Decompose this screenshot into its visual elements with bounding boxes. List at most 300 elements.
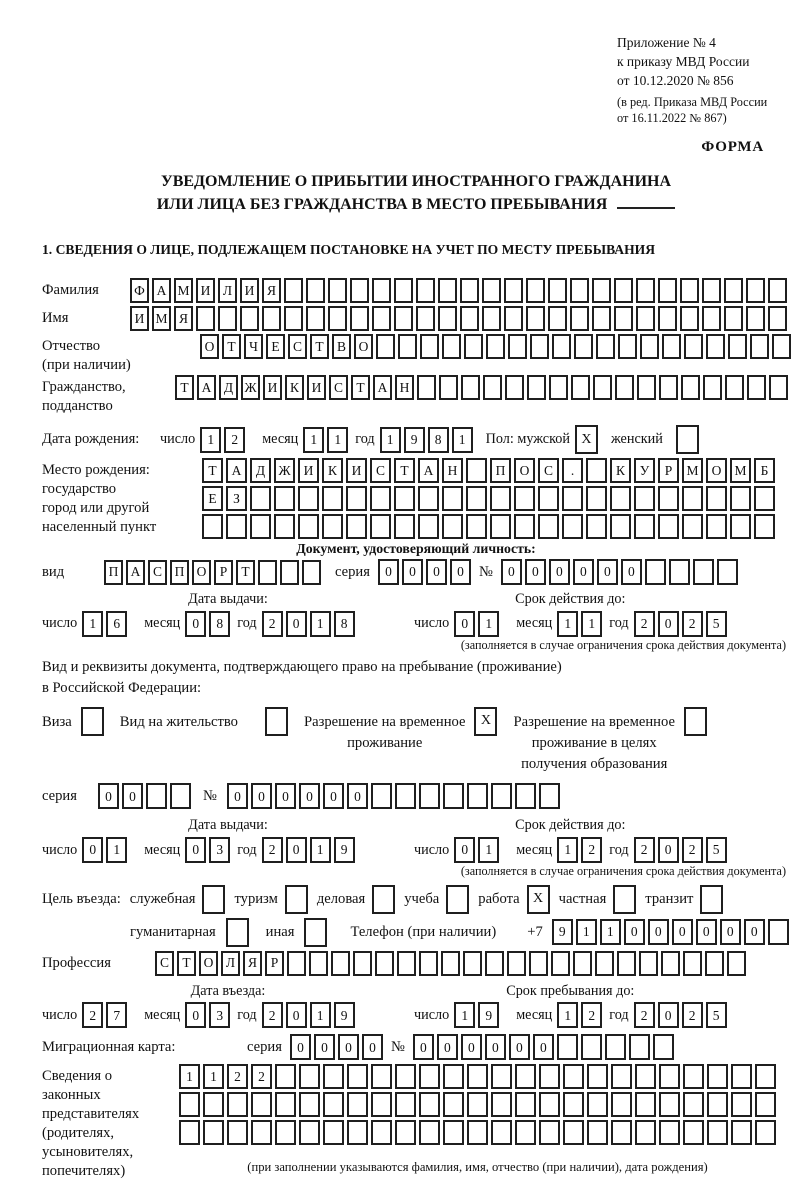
form-cell (728, 334, 747, 359)
purpose-tourism (234, 885, 307, 914)
form-cell: 1 (478, 837, 499, 863)
form-cell: 2 (251, 1064, 272, 1089)
visa-checkbox (81, 707, 104, 736)
purpose-business-label: деловая (316, 890, 366, 907)
form-cell (504, 278, 523, 303)
form-cell (727, 951, 746, 976)
form-cell: 0 (82, 837, 103, 863)
form-cell (611, 1064, 632, 1089)
purpose-official (130, 885, 226, 914)
form-cell (693, 559, 714, 585)
profession-row (42, 951, 790, 976)
form-cell (419, 1064, 440, 1089)
month-label: месяц (144, 615, 181, 632)
form-cell (370, 514, 391, 539)
form-cell (323, 1064, 344, 1089)
form-cell (702, 278, 721, 303)
form-cell: 0 (624, 919, 645, 945)
form-cell (530, 334, 549, 359)
form-cell (614, 278, 633, 303)
form-cell (618, 334, 637, 359)
residence-number-sign: № (203, 787, 217, 804)
form-title-line2 (42, 193, 790, 216)
given-name-row (42, 306, 790, 331)
temp-residence-checkbox (474, 707, 497, 736)
form-cell: 0 (227, 783, 248, 809)
day-label: число (160, 431, 196, 448)
form-cell: X (474, 707, 497, 736)
form-cell: 2 (682, 611, 703, 637)
purpose-work (478, 885, 549, 914)
form-cell (526, 306, 545, 331)
form-cell (275, 1120, 296, 1145)
purpose-private-checkbox (613, 885, 636, 914)
form-cell: 2 (82, 1002, 103, 1028)
valid-day-cells (454, 837, 499, 863)
citizenship-label-line1: Гражданство, (42, 379, 126, 396)
form-cell: 0 (658, 837, 679, 863)
form-cell: У (634, 458, 655, 483)
form-cell: 0 (378, 559, 399, 585)
form-cell (505, 375, 524, 400)
form-cell (375, 951, 394, 976)
form-cell: Т (351, 375, 370, 400)
form-cell: Р (214, 560, 233, 585)
form-cell: П (490, 458, 511, 483)
form-cell (595, 951, 614, 976)
form-cell (285, 885, 308, 914)
profession-cells (155, 951, 746, 976)
form-cell: А (152, 278, 171, 303)
form-cell (768, 919, 789, 945)
form-cell: О (192, 560, 211, 585)
form-cell: О (199, 951, 218, 976)
birth-place-row (42, 458, 790, 539)
form-cell (417, 375, 436, 400)
form-cell (636, 306, 655, 331)
form-cell: 9 (334, 837, 355, 863)
form-cell: Т (394, 458, 415, 483)
birth-place-row2-cells (202, 486, 775, 511)
form-cell (682, 514, 703, 539)
form-cell (754, 514, 775, 539)
day-label: число (42, 841, 78, 858)
form-cell (539, 783, 560, 809)
form-cell (490, 486, 511, 511)
patronymic-label (42, 334, 200, 375)
form-cell: Р (658, 458, 679, 483)
edu-residence-checkbox (684, 707, 707, 736)
migration-card-label: Миграционная карта: (42, 1038, 176, 1055)
form-cell (659, 1120, 680, 1145)
form-cell (306, 306, 325, 331)
form-cell: 8 (209, 611, 230, 637)
valid-until-fields (414, 611, 727, 637)
form-cell: 2 (262, 611, 283, 637)
issue-day-cells (82, 837, 127, 863)
purpose-humanitarian-checkbox (226, 918, 249, 947)
form-cell: Т (177, 951, 196, 976)
form-cell: М (152, 306, 171, 331)
year-label: год (237, 615, 257, 632)
form-cell (587, 1064, 608, 1089)
form-cell (640, 334, 659, 359)
form-cell: 1 (203, 1064, 224, 1089)
form-cell (662, 334, 681, 359)
form-cell (755, 1092, 776, 1117)
purpose-work-checkbox (527, 885, 550, 914)
form-cell (658, 514, 679, 539)
form-cell (446, 885, 469, 914)
visa-option (42, 707, 104, 736)
form-cell: 1 (557, 1002, 578, 1028)
citizenship-label-line2: подданство (42, 398, 113, 415)
form-cell: О (514, 458, 535, 483)
form-cell (562, 514, 583, 539)
form-cell (754, 486, 775, 511)
form-cell (323, 1092, 344, 1117)
entry-date-fields (42, 1002, 414, 1028)
form-cell: С (155, 951, 174, 976)
birth-place-cells (202, 458, 775, 539)
surname-cells (130, 278, 787, 303)
form-cell (81, 707, 104, 736)
form-cell (146, 783, 167, 809)
representatives-label (42, 1064, 179, 1181)
form-cell (371, 783, 392, 809)
form-cell: 1 (380, 427, 401, 453)
form-cell (275, 1064, 296, 1089)
month-label: месяц (516, 1006, 553, 1023)
form-cell: 8 (428, 427, 449, 453)
edu-residence-label-line2: проживание в целях (531, 734, 657, 751)
form-cell (570, 306, 589, 331)
residence-dates-row (42, 817, 790, 863)
month-label: месяц (516, 615, 553, 632)
patronymic-label-line2: (при наличии) (42, 357, 131, 374)
form-cell (353, 951, 372, 976)
identity-doc-number-cells (501, 559, 738, 585)
form-cell (372, 885, 395, 914)
form-cell: 0 (672, 919, 693, 945)
month-label: месяц (144, 841, 181, 858)
residence-doc-line1: Вид и реквизиты документа, подтверждающего право на пребывание (проживание) (42, 658, 562, 675)
form-cell: Т (236, 560, 255, 585)
form-cell: 1 (478, 611, 499, 637)
identity-doc-series-label: серия (335, 563, 370, 580)
form-cell (464, 334, 483, 359)
form-cell: Ч (244, 334, 263, 359)
form-cell: 3 (209, 1002, 230, 1028)
form-cell: 0 (402, 559, 423, 585)
day-label: число (414, 615, 450, 632)
form-cell (420, 334, 439, 359)
form-cell: О (706, 458, 727, 483)
form-cell: И (196, 278, 215, 303)
residence-valid-date-group (414, 817, 727, 863)
purpose-study-checkbox (446, 885, 469, 914)
issue-date-fields (42, 837, 414, 863)
form-cell (549, 375, 568, 400)
form-cell (250, 486, 271, 511)
form-cell (298, 514, 319, 539)
edu-residence-label-line3: получения образования (521, 756, 668, 773)
form-cell (562, 486, 583, 511)
form-cell: 0 (347, 783, 368, 809)
form-cell (570, 278, 589, 303)
form-cell (418, 514, 439, 539)
form-cell (280, 560, 299, 585)
form-cell: Ж (241, 375, 260, 400)
visit-purpose-label: Цель въезда: (42, 890, 121, 907)
form-cell (482, 278, 501, 303)
birth-year-cells (380, 427, 473, 453)
entry-date-label: Дата въезда: (190, 982, 266, 999)
form-cell: 0 (299, 783, 320, 809)
form-cell: 0 (314, 1034, 335, 1060)
valid-year-cells (634, 611, 727, 637)
form-cell (700, 885, 723, 914)
form-cell (617, 951, 636, 976)
form-label: ФОРМА (701, 138, 764, 155)
representatives-label-line4: (родителях, (42, 1125, 115, 1142)
form-cell: 0 (573, 559, 594, 585)
form-cell (226, 918, 249, 947)
entry-month-cells (185, 1002, 230, 1028)
form-cell (683, 951, 702, 976)
purpose-study-label: учеба (404, 890, 440, 907)
citizenship-label (42, 375, 175, 416)
form-cell (563, 1092, 584, 1117)
form-title-line1: УВЕДОМЛЕНИЕ О ПРИБЫТИИ ИНОСТРАННОГО ГРАЖДАНИНА (160, 172, 672, 190)
validity-note: (заполняется в случае ограничения срока действия документа) (460, 864, 786, 879)
entry-year-cells (262, 1002, 355, 1028)
valid-day-cells (454, 611, 499, 637)
temp-residence-label (304, 707, 465, 754)
form-cell (659, 1092, 680, 1117)
form-cell: 9 (404, 427, 425, 453)
representatives-label-line6: попечителях) (42, 1163, 126, 1180)
annex-line-3: от 10.12.2020 № 856 (617, 72, 734, 88)
form-cell (658, 278, 677, 303)
form-cell: З (226, 486, 247, 511)
stay-until-fields (414, 1002, 727, 1028)
form-cell (491, 1092, 512, 1117)
form-cell: 1 (600, 919, 621, 945)
form-cell (730, 514, 751, 539)
revision-line-2: от 16.11.2022 № 867) (617, 111, 727, 126)
form-cell: 0 (362, 1034, 383, 1060)
identity-doc-heading: Документ, удостоверяющий личность: (296, 541, 536, 557)
form-cell: А (373, 375, 392, 400)
form-cell (483, 375, 502, 400)
form-cell (629, 1034, 650, 1060)
sex-male-label: Пол: мужской (485, 431, 570, 448)
form-cell: 0 (501, 559, 522, 585)
form-cell: 1 (557, 611, 578, 637)
form-cell: 0 (251, 783, 272, 809)
form-cell (346, 514, 367, 539)
identity-dates-row (42, 591, 790, 637)
form-cell: 0 (426, 559, 447, 585)
form-cell: 0 (275, 783, 296, 809)
form-cell: 0 (450, 559, 471, 585)
form-cell: А (418, 458, 439, 483)
form-cell: 1 (581, 611, 602, 637)
form-cell: 1 (452, 427, 473, 453)
form-cell: 2 (634, 611, 655, 637)
purpose-transit-label: транзит (645, 890, 694, 907)
purpose-transit-checkbox (700, 885, 723, 914)
representatives-label-line2: законных (42, 1087, 101, 1104)
representatives-row3-cells (179, 1120, 776, 1145)
annex-line-2: к приказу МВД России (617, 53, 750, 69)
form-cell (395, 1092, 416, 1117)
form-cell (395, 1064, 416, 1089)
form-cell (394, 278, 413, 303)
form-cell (508, 334, 527, 359)
form-cell (587, 1120, 608, 1145)
form-cell (218, 306, 237, 331)
form-cell: С (288, 334, 307, 359)
form-cell (659, 1064, 680, 1089)
residence-permit-label: Вид на жительство (119, 713, 238, 730)
form-cell (482, 306, 501, 331)
form-cell (610, 486, 631, 511)
form-cell (684, 707, 707, 736)
form-cell (615, 375, 634, 400)
form-cell (203, 1092, 224, 1117)
form-cell: К (610, 458, 631, 483)
migration-series-label: серия (247, 1038, 282, 1055)
form-cell (515, 1092, 536, 1117)
birth-place-row3-cells (202, 514, 775, 539)
form-cell (442, 486, 463, 511)
form-cell (571, 375, 590, 400)
form-cell (443, 1064, 464, 1089)
form-cell (466, 486, 487, 511)
day-label: число (414, 1006, 450, 1023)
form-cell: 1 (179, 1064, 200, 1089)
representatives-note: (при заполнении указываются фамилия, имя, отчество (при наличии), дата рождения) (247, 1160, 708, 1175)
form-cell (372, 278, 391, 303)
form-cell (659, 375, 678, 400)
form-cell (755, 1120, 776, 1145)
form-cell (202, 885, 225, 914)
edu-residence-option (513, 707, 706, 775)
form-title-line2-text: ИЛИ ЛИЦА БЕЗ ГРАЖДАНСТВА В МЕСТО ПРЕБЫВАНИЯ (156, 196, 608, 214)
given-name-cells (130, 306, 787, 331)
form-cell (179, 1120, 200, 1145)
form-cell (275, 1092, 296, 1117)
form-cell: 7 (106, 1002, 127, 1028)
form-cell (681, 375, 700, 400)
form-cell: 5 (706, 837, 727, 863)
entry-dates-row (42, 983, 790, 1029)
revision-line-1: (в ред. Приказа МВД России (617, 94, 768, 109)
form-cell (251, 1120, 272, 1145)
form-cell: Е (266, 334, 285, 359)
form-cell (611, 1092, 632, 1117)
form-cell (350, 306, 369, 331)
edu-residence-label-line1: Разрешение на временное (513, 713, 675, 730)
form-cell: 5 (706, 611, 727, 637)
edu-residence-label (513, 707, 674, 775)
form-cell (203, 1120, 224, 1145)
form-cell: 0 (185, 611, 206, 637)
form-cell (439, 375, 458, 400)
form-cell (265, 707, 288, 736)
form-cell: И (240, 278, 259, 303)
form-cell (515, 1120, 536, 1145)
form-cell (346, 486, 367, 511)
form-cell (705, 951, 724, 976)
form-cell (538, 486, 559, 511)
representatives-row (42, 1064, 790, 1181)
form-cell: 2 (682, 1002, 703, 1028)
representatives-row2-cells (179, 1092, 776, 1117)
form-cell: 2 (262, 1002, 283, 1028)
form-cell (323, 1120, 344, 1145)
form-cell (438, 278, 457, 303)
form-cell: X (527, 885, 550, 914)
visit-purpose-row (42, 885, 790, 914)
form-cell (274, 514, 295, 539)
patronymic-label-line1: Отчество (42, 338, 101, 355)
form-cell (416, 278, 435, 303)
residence-series-cells (98, 783, 191, 809)
form-cell (442, 514, 463, 539)
form-cell (416, 306, 435, 331)
form-cell: 0 (413, 1034, 434, 1060)
form-cell (309, 951, 328, 976)
form-cell (298, 486, 319, 511)
issue-year-cells (262, 837, 355, 863)
form-cell (466, 514, 487, 539)
form-cell: О (354, 334, 373, 359)
form-cell: 0 (696, 919, 717, 945)
form-cell: 0 (485, 1034, 506, 1060)
form-cell (419, 1092, 440, 1117)
year-label: год (609, 1006, 629, 1023)
form-cell: И (298, 458, 319, 483)
form-cell: Б (754, 458, 775, 483)
form-cell (563, 1120, 584, 1145)
form-cell: 2 (581, 1002, 602, 1028)
form-cell (419, 951, 438, 976)
form-cell: 0 (533, 1034, 554, 1060)
form-cell (376, 334, 395, 359)
birth-place-label (42, 458, 202, 537)
purpose-tourism-label: туризм (234, 890, 278, 907)
form-cell (613, 885, 636, 914)
form-cell (614, 306, 633, 331)
issue-date-fields (42, 611, 414, 637)
representatives-label-line5: усыновителях, (42, 1144, 134, 1161)
form-cell (587, 1092, 608, 1117)
form-cell (636, 278, 655, 303)
birth-place-label-line4: населенный пункт (42, 519, 157, 536)
form-cell (460, 278, 479, 303)
form-cell (394, 306, 413, 331)
form-cell (634, 514, 655, 539)
birth-place-label-line2: государство (42, 481, 117, 498)
stay-until-label: Срок пребывания до: (506, 982, 635, 999)
day-label: число (414, 841, 450, 858)
form-cell (463, 951, 482, 976)
form-cell (486, 334, 505, 359)
stay-until-group (414, 983, 727, 1029)
